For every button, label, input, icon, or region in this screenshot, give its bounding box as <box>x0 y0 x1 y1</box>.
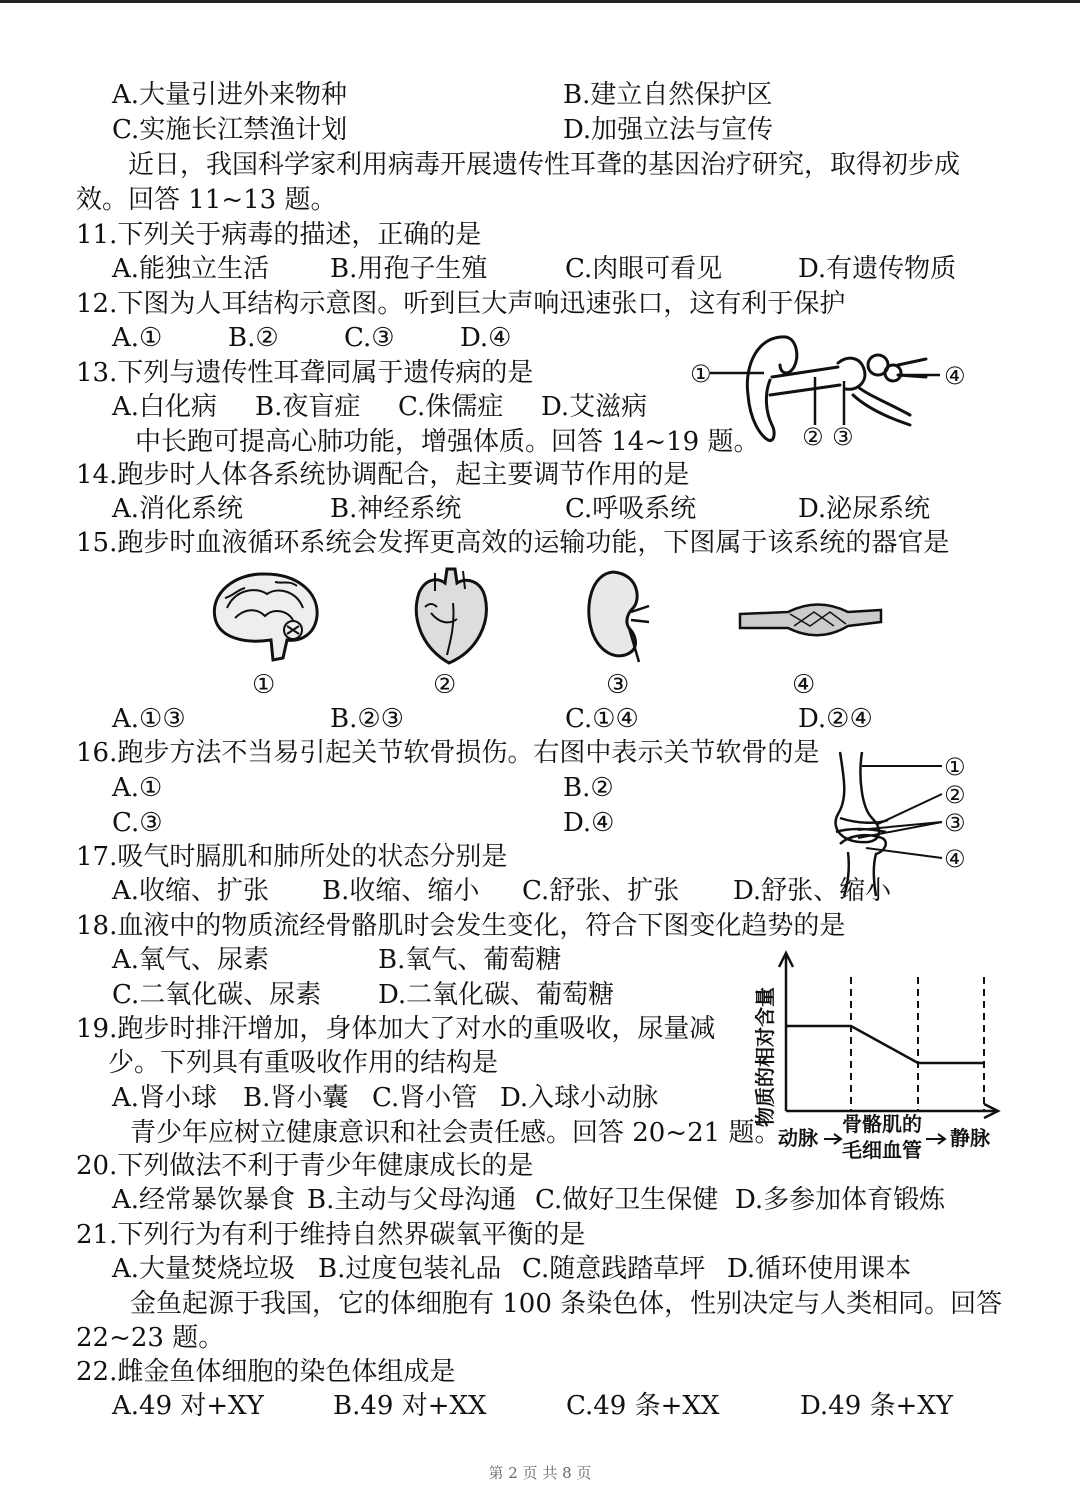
q19-option-c: C.肾小管 <box>372 1083 478 1113</box>
q15-stem: 15.跑步时血液循环系统会发挥更高效的运输功能，下图属于该系统的器官是 <box>76 528 950 558</box>
q12-option-a: A.① <box>112 323 163 353</box>
intro-11-13-line1: 近日，我国科学家利用病毒开展遗传性耳聋的基因治疗研究，取得初步成 <box>128 150 961 180</box>
q22-option-d: D.49 条+XY <box>800 1391 953 1421</box>
joint-label-3: ③ <box>944 809 966 837</box>
intro-22-23-line2: 22~23 题。 <box>76 1323 225 1353</box>
organ-label-3: ③ <box>606 670 630 700</box>
q19-stem-line1: 19.跑步时排汗增加，身体加大了对水的重吸收，尿量减 <box>76 1014 716 1044</box>
vessel-figure <box>738 598 883 643</box>
q10-option-a: A.大量引进外来物种 <box>112 80 348 110</box>
q17-option-b: B.收缩、缩小 <box>322 876 480 906</box>
q13-option-c: C.侏儒症 <box>398 392 504 422</box>
ear-label-2: ② <box>802 423 824 451</box>
q17-option-a: A.收缩、扩张 <box>112 876 270 906</box>
joint-label-1: ① <box>944 753 966 781</box>
q11-option-c: C.肉眼可看见 <box>565 254 723 284</box>
q21-option-c: C.随意践踏草坪 <box>522 1254 706 1284</box>
q16-option-a: A.① <box>112 773 163 803</box>
q15-option-a: A.①③ <box>112 704 186 734</box>
q19-option-a: A.肾小球 <box>112 1083 218 1113</box>
q14-option-d: D.泌尿系统 <box>798 494 931 524</box>
q20-option-b: B.主动与父母沟通 <box>307 1185 517 1215</box>
q14-option-b: B.神经系统 <box>330 494 462 524</box>
q22-option-c: C.49 条+XX <box>566 1391 720 1421</box>
q20-stem: 20.下列做法不利于青少年健康成长的是 <box>76 1151 534 1181</box>
q16-option-d: D.④ <box>563 808 615 838</box>
q16-option-b: B.② <box>563 773 614 803</box>
page-footer: 第 2 页 共 8 页 <box>488 1464 592 1482</box>
q10-option-c: C.实施长江禁渔计划 <box>112 115 348 145</box>
q11-option-d: D.有遗传物质 <box>798 254 957 284</box>
q17-stem: 17.吸气时膈肌和肺所处的状态分别是 <box>76 842 508 872</box>
q10-option-d: D.加强立法与宣传 <box>563 115 774 145</box>
top-border <box>0 0 1080 3</box>
q13-option-a: A.白化病 <box>112 392 218 422</box>
q13-option-b: B.夜盲症 <box>255 392 361 422</box>
q14-option-c: C.呼吸系统 <box>565 494 697 524</box>
graph-x-artery: 动脉 <box>778 1126 818 1150</box>
graph-ylabel: 物质的相对含量 <box>753 987 777 1127</box>
q12-option-b: B.② <box>228 323 279 353</box>
q17-option-c: C.舒张、扩张 <box>522 876 680 906</box>
kidney-figure <box>583 566 653 666</box>
q11-option-b: B.用孢子生殖 <box>330 254 488 284</box>
q19-stem-line2: 少。下列具有重吸收作用的结构是 <box>108 1048 499 1078</box>
q20-option-d: D.多参加体育锻炼 <box>735 1185 946 1215</box>
intro-22-23-line1: 金鱼起源于我国，它的体细胞有 100 条染色体，性别决定与人类相同。回答 <box>130 1289 1003 1319</box>
q14-option-a: A.消化系统 <box>112 494 244 524</box>
q22-option-a: A.49 对+XY <box>112 1391 264 1421</box>
graph-x-vein: 静脉 <box>950 1126 990 1150</box>
q17-option-d: D.舒张、缩小 <box>733 876 892 906</box>
q18-option-b: B.氧气、葡萄糖 <box>378 945 562 975</box>
q13-stem: 13.下列与遗传性耳聋同属于遗传病的是 <box>76 358 534 388</box>
q21-option-a: A.大量焚烧垃圾 <box>112 1254 296 1284</box>
organ-label-1: ① <box>252 670 276 700</box>
q20-option-c: C.做好卫生保健 <box>535 1185 719 1215</box>
q15-option-c: C.①④ <box>565 704 639 734</box>
q15-option-b: B.②③ <box>330 704 404 734</box>
q18-option-a: A.氧气、尿素 <box>112 945 270 975</box>
q13-option-d: D.艾滋病 <box>541 392 648 422</box>
brain-figure <box>205 568 325 663</box>
q12-option-d: D.④ <box>460 323 512 353</box>
q11-stem: 11.下列关于病毒的描述，正确的是 <box>76 220 482 250</box>
q12-stem: 12.下图为人耳结构示意图。听到巨大声响迅速张口，这有利于保护 <box>76 289 846 319</box>
organ-label-2: ② <box>433 670 457 700</box>
q16-stem: 16.跑步方法不当易引起关节软骨损伤。右图中表示关节软骨的是 <box>76 738 820 768</box>
q20-option-a: A.经常暴饮暴食 <box>112 1185 296 1215</box>
joint-label-4: ④ <box>944 845 966 873</box>
heart-figure <box>405 563 495 668</box>
q21-option-b: B.过度包装礼品 <box>318 1254 502 1284</box>
graph-x-cap-2: 毛细血管 <box>842 1138 922 1162</box>
intro-11-13-line2: 效。回答 11~13 题。 <box>76 185 337 215</box>
q18-option-d: D.二氧化碳、葡萄糖 <box>378 980 615 1010</box>
q14-stem: 14.跑步时人体各系统协调配合，起主要调节作用的是 <box>76 460 690 490</box>
intro-20-21: 青少年应树立健康意识和社会责任感。回答 20~21 题。 <box>130 1118 781 1148</box>
q15-option-d: D.②④ <box>798 704 873 734</box>
q19-option-d: D.入球小动脉 <box>500 1083 659 1113</box>
q21-stem: 21.下列行为有利于维持自然界碳氧平衡的是 <box>76 1220 586 1250</box>
graph-x-cap-1: 骨骼肌的 <box>842 1112 922 1136</box>
substance-graph <box>748 945 1008 1167</box>
q18-option-c: C.二氧化碳、尿素 <box>112 980 322 1010</box>
organ-label-4: ④ <box>792 670 816 700</box>
q21-option-d: D.循环使用课本 <box>727 1254 912 1284</box>
q16-option-c: C.③ <box>112 808 163 838</box>
ear-label-3: ③ <box>832 423 854 451</box>
q19-option-b: B.肾小囊 <box>243 1083 349 1113</box>
q11-option-a: A.能独立生活 <box>112 254 270 284</box>
q22-stem: 22.雌金鱼体细胞的染色体组成是 <box>76 1357 456 1387</box>
ear-label-4: ④ <box>944 362 966 390</box>
ear-label-1: ① <box>690 360 712 388</box>
joint-label-2: ② <box>944 781 966 809</box>
q18-stem: 18.血液中的物质流经骨骼肌时会发生变化，符合下图变化趋势的是 <box>76 911 846 941</box>
q10-option-b: B.建立自然保护区 <box>563 80 773 110</box>
q12-option-c: C.③ <box>344 323 395 353</box>
intro-14-19: 中长跑可提高心肺功能，增强体质。回答 14~19 题。 <box>135 427 760 457</box>
q22-option-b: B.49 对+XX <box>333 1391 487 1421</box>
